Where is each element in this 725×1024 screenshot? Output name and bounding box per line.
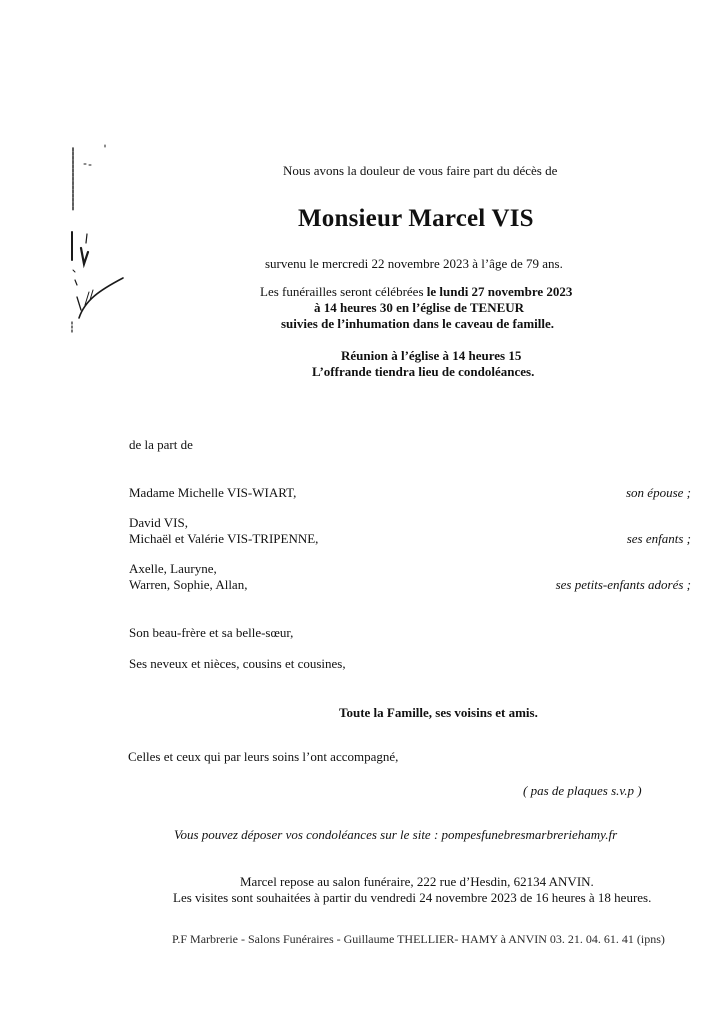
visiting-hours: Les visites sont souhaitées à partir du vendredi 24 novembre 2023 de 16 heures à 18 heures. (173, 890, 652, 905)
announcement-intro: Nous avons la douleur de vous faire part du décès de (283, 163, 558, 178)
family-member: Madame Michelle VIS-WIART, (129, 485, 297, 500)
relation-label: son épouse ; (626, 485, 691, 500)
funeral-line-1-regular: Les funérailles seront célébrées (260, 284, 427, 299)
in-laws: Son beau-frère et sa belle-sœur, (129, 625, 294, 640)
condolences-website: Vous pouvez déposer vos condoléances sur le site : pompesfunebresmarbreriehamy.fr (174, 827, 618, 842)
family-member: Axelle, Lauryne, (129, 561, 217, 576)
family-member: Warren, Sophie, Allan, (129, 577, 248, 592)
deceased-name: Monsieur Marcel VIS (298, 205, 534, 232)
from-label: de la part de (129, 437, 193, 452)
religious-emblem-icon (55, 140, 145, 340)
no-plaques-note: ( pas de plaques s.v.p ) (523, 783, 642, 798)
funeral-line-2: à 14 heures 30 en l’église de TENEUR (314, 300, 525, 315)
funeral-home-footer: P.F Marbrerie - Salons Funéraires - Guillaume THELLIER- HAMY à ANVIN 03. 21. 04. 61. 41 (ipns) (172, 932, 665, 946)
offering-note: L’offrande tiendra lieu de condoléances. (312, 364, 535, 379)
family-member: Michaël et Valérie VIS-TRIPENNE, (129, 531, 319, 546)
family-member: David VIS, (129, 515, 188, 530)
relation-label: ses enfants ; (626, 531, 691, 546)
relatives: Ses neveux et nièces, cousins et cousines, (129, 656, 346, 671)
funeral-date: le lundi 27 novembre 2023 (426, 284, 573, 299)
rest-location: Marcel repose au salon funéraire, 222 rue d’Hesdin, 62134 ANVIN. (240, 874, 594, 889)
all-family: Toute la Famille, ses voisins et amis. (339, 705, 538, 720)
funeral-line-1 (260, 284, 572, 300)
church-meeting: Réunion à l’église à 14 heures 15 (341, 348, 522, 363)
caregivers: Celles et ceux qui par leurs soins l’ont accompagné, (128, 749, 399, 764)
relation-label: ses petits-enfants adorés ; (555, 577, 691, 592)
funeral-line-3: suivies de l’inhumation dans le caveau de famille. (281, 316, 555, 331)
death-date: survenu le mercredi 22 novembre 2023 à l’âge de 79 ans. (265, 256, 563, 271)
